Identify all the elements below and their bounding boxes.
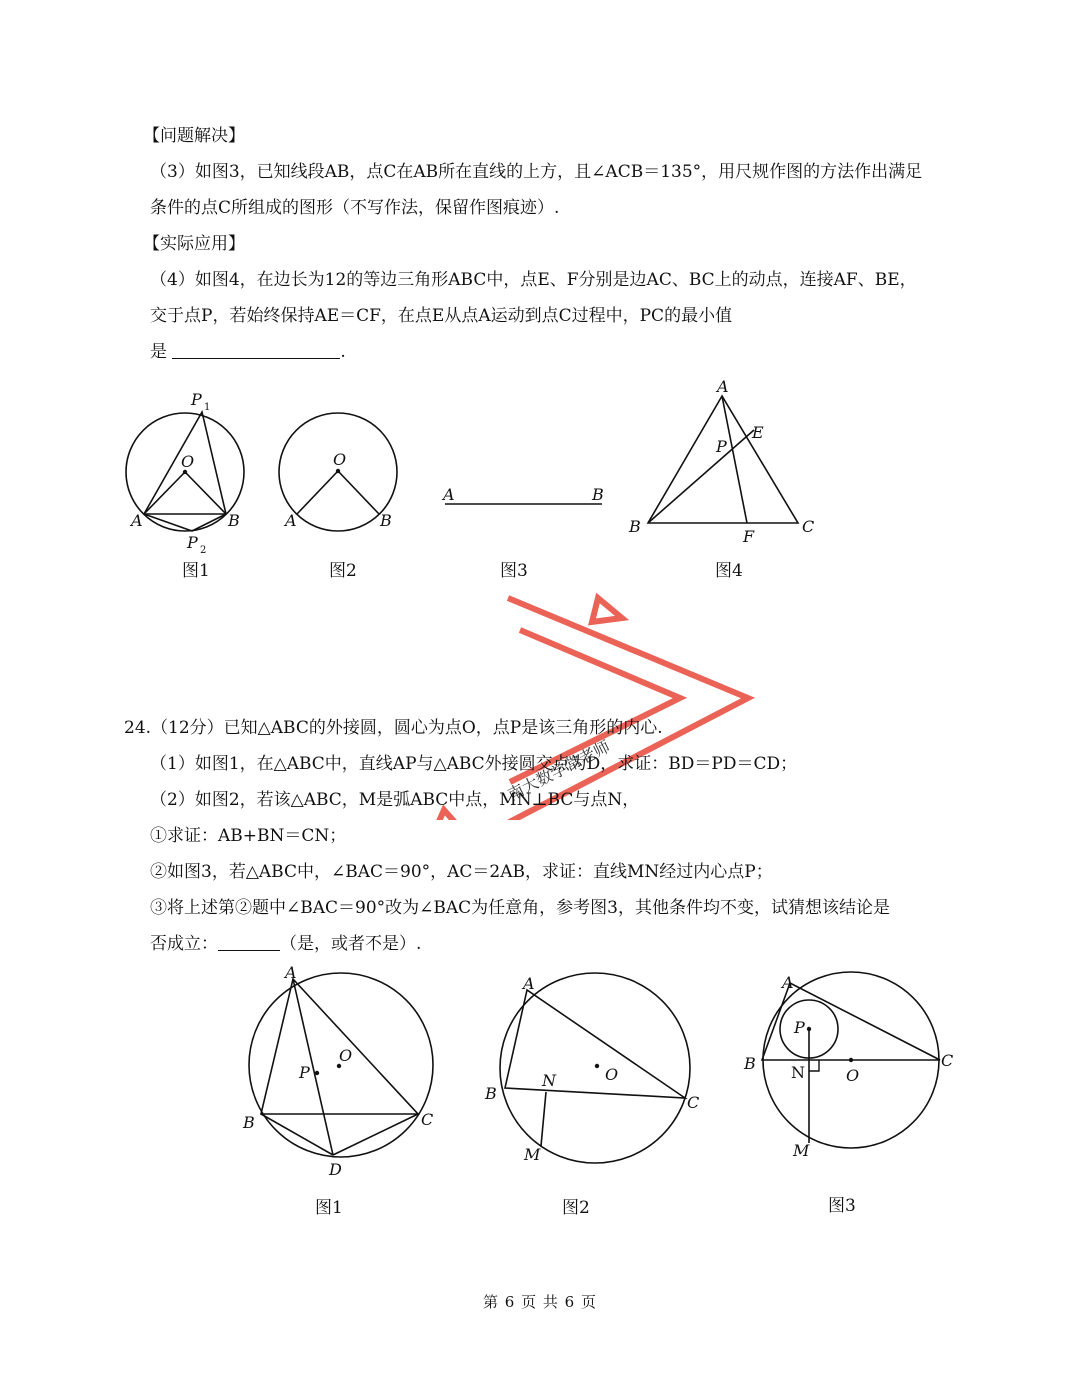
svg-text:O: O	[333, 450, 347, 469]
svg-text:A: A	[523, 974, 535, 993]
svg-text:B: B	[243, 1113, 255, 1132]
svg-text:C: C	[421, 1110, 434, 1129]
svg-text:C: C	[941, 1051, 954, 1070]
answer-blank	[172, 342, 340, 359]
svg-text:F: F	[743, 527, 755, 546]
svg-text:A: A	[131, 511, 143, 530]
caption-figure-3: 图3	[500, 561, 528, 581]
figure-2-circle-central-angle	[270, 400, 410, 540]
caption-24-figure-3: 图3	[828, 1196, 856, 1216]
svg-text:O: O	[339, 1046, 353, 1065]
svg-text:N: N	[542, 1071, 556, 1090]
watermark-logo	[360, 570, 760, 820]
svg-text:1: 1	[204, 402, 211, 413]
question-3-line-1: （3）如图3，已知线段AB，点C在AB所在直线的上方，且∠ACB＝135°，用尺规作图的方法作出满足	[150, 162, 923, 182]
svg-text:B: B	[485, 1084, 497, 1103]
caption-figure-4: 图4	[715, 561, 743, 581]
svg-text:A: A	[782, 973, 794, 992]
problem-24-part-1: （1）如图1，在△ABC中，直线AP与△ABC外接圆交点为D，求证：BD＝PD＝CD；	[150, 754, 798, 774]
svg-text:O: O	[605, 1065, 619, 1084]
svg-text:A: A	[285, 511, 297, 530]
figure-24-1-circumcircle-incenter	[235, 965, 450, 1180]
svg-text:2: 2	[200, 545, 207, 556]
svg-text:P: P	[299, 1063, 310, 1082]
svg-text:A: A	[717, 377, 729, 396]
svg-text:C: C	[802, 517, 815, 536]
svg-text:M: M	[793, 1141, 810, 1160]
svg-text:O: O	[181, 452, 195, 471]
heading-practical-application: 【实际应用】	[143, 234, 245, 254]
svg-text:D: D	[329, 1160, 342, 1179]
figure-1-circle-inscribed-angles	[110, 380, 260, 555]
caption-24-figure-2: 图2	[562, 1198, 590, 1218]
svg-text:E: E	[752, 423, 764, 442]
problem-24-sub-3-answer: 否成立： （是，或者不是）.	[150, 934, 422, 954]
answer-blank	[218, 934, 280, 951]
figure-24-2-arc-midpoint	[480, 968, 705, 1168]
svg-text:A: A	[285, 963, 297, 982]
question-4-line-3	[150, 340, 346, 364]
figure-3-segment-ab	[438, 480, 613, 520]
svg-text:N: N	[791, 1063, 805, 1082]
page-footer: 第 6 页 共 6 页	[483, 1293, 597, 1311]
svg-text:P: P	[794, 1018, 805, 1037]
question-4-line-1: （4）如图4，在边长为12的等边三角形ABC中，点E、F分别是边AC、BC上的动点，连接AF、BE，	[150, 270, 917, 290]
question-3-line-2: 条件的点C所组成的图形（不写作法，保留作图痕迹）.	[150, 198, 560, 218]
problem-24-sub-1: ①求证：AB+BN＝CN；	[150, 826, 347, 846]
question-4-line-2: 交于点P，若始终保持AE＝CF，在点E从点A运动到点C过程中，PC的最小值	[150, 306, 733, 326]
problem-24-sub-2: ②如图3，若△ABC中，∠BAC＝90°，AC＝2AB，求证：直线MN经过内心点P；	[150, 862, 773, 882]
svg-text:B: B	[228, 511, 240, 530]
caption-24-figure-1: 图1	[315, 1198, 343, 1218]
problem-24-part-2: （2）如图2，若该△ABC，M是弧ABC中点，MN⊥BC与点N，	[150, 790, 640, 810]
svg-text:O: O	[846, 1066, 860, 1085]
question-4-suffix: .	[340, 342, 346, 362]
problem-24-sub-3: ③将上述第②题中∠BAC＝90°改为∠BAC为任意角，参考图3，其他条件均不变，试猜想该结论是	[150, 898, 890, 918]
figure-24-3-right-triangle-incircle	[738, 968, 963, 1163]
svg-text:M: M	[524, 1145, 541, 1164]
watermark-text: 南大数学常老师	[504, 736, 614, 805]
svg-text:B: B	[744, 1054, 756, 1073]
caption-figure-1: 图1	[182, 561, 210, 581]
svg-text:C: C	[687, 1093, 700, 1112]
caption-figure-2: 图2	[329, 561, 357, 581]
svg-text:B: B	[629, 517, 641, 536]
figure-4-equilateral-triangle	[620, 372, 830, 547]
label-p1: P	[191, 390, 202, 409]
heading-problem-solving: 【问题解决】	[143, 126, 245, 146]
svg-text:A: A	[443, 485, 455, 504]
label-p2: P	[187, 533, 198, 552]
svg-text:P: P	[716, 437, 727, 456]
svg-text:B: B	[380, 511, 392, 530]
question-4-prefix: 是	[150, 342, 167, 362]
svg-text:B: B	[592, 485, 604, 504]
problem-24-line-1: 24.（12分）已知△ABC的外接圆，圆心为点O，点P是该三角形的内心.	[124, 718, 663, 738]
